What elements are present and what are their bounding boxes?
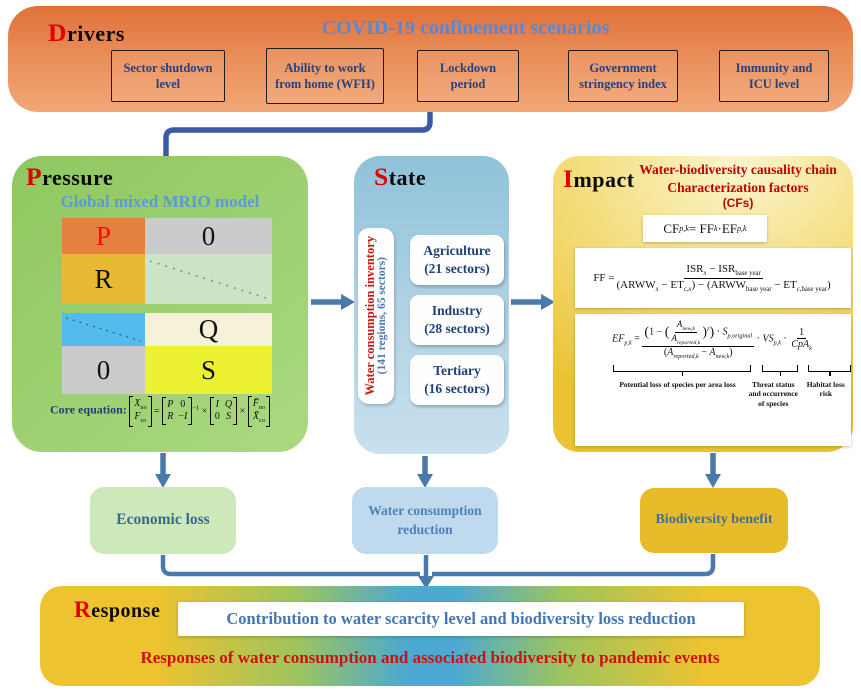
drivers-panel bbox=[8, 6, 853, 112]
core-equation-math: $X_{no}$ $F_{co}$ = P R 0 −I $^{-1}$ × I 0 Q S × $F̄_{no}$ $X̄_{co}$ bbox=[129, 406, 270, 417]
impact-heading-cfs: (CFs) bbox=[722, 196, 754, 211]
cf-equation-box: CF p,k = FF k ·EF p,k bbox=[643, 215, 767, 242]
underbrace-icon bbox=[808, 365, 851, 372]
brace-label-habitat-risk: Habitat loss risk bbox=[806, 379, 845, 399]
underbrace-labels bbox=[575, 380, 851, 409]
state-panel bbox=[354, 156, 509, 454]
core-equation bbox=[16, 396, 304, 427]
mrio-model-subtitle: Global mixed MRIO model bbox=[60, 192, 260, 211]
sector-name: Industry bbox=[431, 303, 483, 319]
matrix-cell-q: Q bbox=[145, 313, 272, 346]
impact-title: Impact bbox=[563, 164, 635, 193]
impact-heading-line2: Characterization factors bbox=[667, 179, 809, 195]
state-to-water-reduction-arrow bbox=[417, 456, 433, 488]
underbraces bbox=[575, 365, 851, 372]
sector-box-industry bbox=[410, 295, 504, 345]
impact-panel bbox=[553, 156, 853, 452]
state-title: State bbox=[374, 162, 427, 191]
sector-detail: (21 sectors) bbox=[424, 261, 490, 276]
matrix-cell-r: R bbox=[62, 254, 145, 304]
pressure-panel bbox=[12, 156, 308, 452]
biodiversity-benefit-box: Biodiversity benefit bbox=[640, 488, 788, 553]
state-to-impact-arrow bbox=[511, 294, 555, 310]
sector-name: Agriculture bbox=[423, 243, 491, 259]
ef-equation-math: $EF_{p,k}$ = (1 − ( $\frac{A_{new,k}}{A_{reported,k}}$ )$^z) \cdot S_{p,original}$ $(A_{reported,k} - A_{new,k})$ · $VS_{p,k}$ · $\frac{1}{CpA_k}$ bbox=[612, 319, 812, 360]
impact-heading-line1: Water-biodiversity causality chain bbox=[639, 162, 837, 177]
impact-heading bbox=[627, 161, 849, 212]
response-statement: Responses of water consumption and associated biodiversity to pandemic events bbox=[140, 648, 720, 667]
matrix-cell-zero-top: 0 bbox=[145, 218, 272, 254]
pressure-to-state-arrow bbox=[311, 294, 355, 310]
matrix-cell-zero-bottom: 0 bbox=[62, 346, 145, 394]
mrio-matrix bbox=[62, 218, 272, 394]
brace-label-threat-status: Threat status and occurrence of species bbox=[748, 379, 798, 409]
matrix-cell-p: P bbox=[62, 218, 145, 254]
contribution-statement: Contribution to water scarcity level and biodiversity loss reduction bbox=[178, 602, 744, 636]
sector-detail: (16 sectors) bbox=[424, 381, 490, 396]
inventory-title-vertical: Water consumption inventory bbox=[362, 236, 377, 396]
impact-to-biodiversity-arrow bbox=[705, 453, 721, 488]
diagonal-dots-icon bbox=[145, 254, 272, 304]
core-equation-label: Core equation: bbox=[49, 402, 127, 417]
outcomes-merge-arrow bbox=[163, 554, 713, 589]
diagonal-dots-icon bbox=[62, 313, 145, 346]
underbrace-icon bbox=[613, 365, 751, 372]
response-panel bbox=[40, 586, 820, 686]
economic-loss-box: Economic loss bbox=[90, 487, 236, 554]
driver-box-stringency: Government stringency index bbox=[568, 50, 678, 102]
water-inventory-label bbox=[358, 228, 394, 404]
sector-detail: (28 sectors) bbox=[424, 321, 490, 336]
ff-equation-box: FF = $\frac{ISR_x - ISR_{base year}}{(ARWW_x - ET_{c,x}) - (ARWW_{base year} - ET_{c,base year})}$ bbox=[575, 248, 851, 308]
underbrace-icon bbox=[762, 365, 798, 372]
inventory-subtitle-vertical: (141 regions, 65 sectors) bbox=[376, 257, 388, 375]
driver-box-immunity-icu: Immunity and ICU level bbox=[719, 50, 829, 102]
sector-name: Tertiary bbox=[433, 363, 481, 379]
drivers-heading: COVID-19 confinement scenarios bbox=[321, 17, 610, 39]
water-consumption-reduction-box: Water consumption reduction bbox=[352, 487, 498, 554]
pressure-to-economic-loss-arrow bbox=[155, 453, 171, 488]
ef-equation-box bbox=[575, 314, 851, 446]
drivers-title: Drivers bbox=[48, 18, 125, 47]
matrix-cell-s: S bbox=[145, 346, 272, 394]
sector-box-tertiary bbox=[410, 355, 504, 405]
sector-box-agriculture bbox=[410, 235, 504, 285]
response-title: Response bbox=[74, 597, 161, 623]
pressure-title: Pressure bbox=[26, 162, 114, 191]
driver-box-wfh: Ability to work from home (WFH) bbox=[266, 48, 384, 104]
brace-label-species-loss: Potential loss of species per area loss bbox=[619, 379, 736, 389]
driver-box-lockdown: Lockdown period bbox=[417, 50, 519, 102]
driver-box-sector-shutdown: Sector shutdown level bbox=[111, 50, 225, 102]
